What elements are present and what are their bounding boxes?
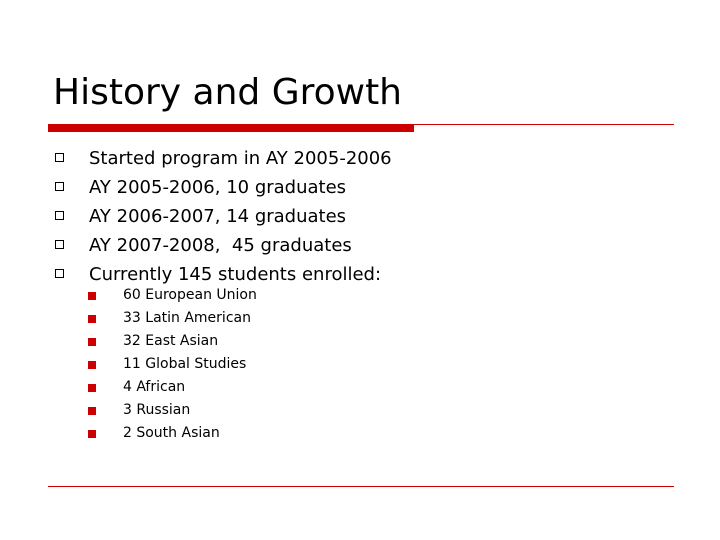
bullet-text: Currently 145 students enrolled: xyxy=(89,264,382,285)
sub-bullet-text: 60 European Union xyxy=(123,287,257,303)
sub-bullet-text: 3 Russian xyxy=(123,402,191,418)
sub-bullet-list xyxy=(88,284,257,445)
red-square-icon xyxy=(88,361,96,369)
sub-bullet-item xyxy=(88,307,257,330)
sub-bullet-text: 11 Global Studies xyxy=(123,356,247,372)
bullet-text: AY 2006-2007, 14 graduates xyxy=(89,206,347,227)
title-underline-thick xyxy=(48,124,414,132)
red-square-icon xyxy=(88,292,96,300)
bullet-item xyxy=(54,202,392,231)
sub-bullet-text: 2 South Asian xyxy=(123,425,220,441)
bullet-item xyxy=(54,144,392,173)
bullet-list xyxy=(54,144,392,289)
hollow-square-icon xyxy=(55,240,64,249)
red-square-icon xyxy=(88,338,96,346)
hollow-square-icon xyxy=(55,269,64,278)
red-square-icon xyxy=(88,430,96,438)
bullet-item xyxy=(54,231,392,260)
bullet-text: Started program in AY 2005-2006 xyxy=(89,148,392,169)
title-underline-thin xyxy=(414,124,674,125)
sub-bullet-text: 33 Latin American xyxy=(123,310,251,326)
hollow-square-icon xyxy=(55,153,64,162)
sub-bullet-text: 32 East Asian xyxy=(123,333,219,349)
footer-rule xyxy=(48,486,674,487)
hollow-square-icon xyxy=(55,211,64,220)
sub-bullet-item xyxy=(88,330,257,353)
sub-bullet-item xyxy=(88,376,257,399)
red-square-icon xyxy=(88,384,96,392)
sub-bullet-item xyxy=(88,422,257,445)
bullet-text: AY 2005-2006, 10 graduates xyxy=(89,177,347,198)
hollow-square-icon xyxy=(55,182,64,191)
bullet-item xyxy=(54,173,392,202)
bullet-text: AY 2007-2008, 45 graduates xyxy=(89,235,352,256)
slide-title: History and Growth xyxy=(53,72,402,113)
red-square-icon xyxy=(88,407,96,415)
sub-bullet-item xyxy=(88,353,257,376)
sub-bullet-text: 4 African xyxy=(123,379,186,395)
sub-bullet-item xyxy=(88,284,257,307)
sub-bullet-item xyxy=(88,399,257,422)
red-square-icon xyxy=(88,315,96,323)
